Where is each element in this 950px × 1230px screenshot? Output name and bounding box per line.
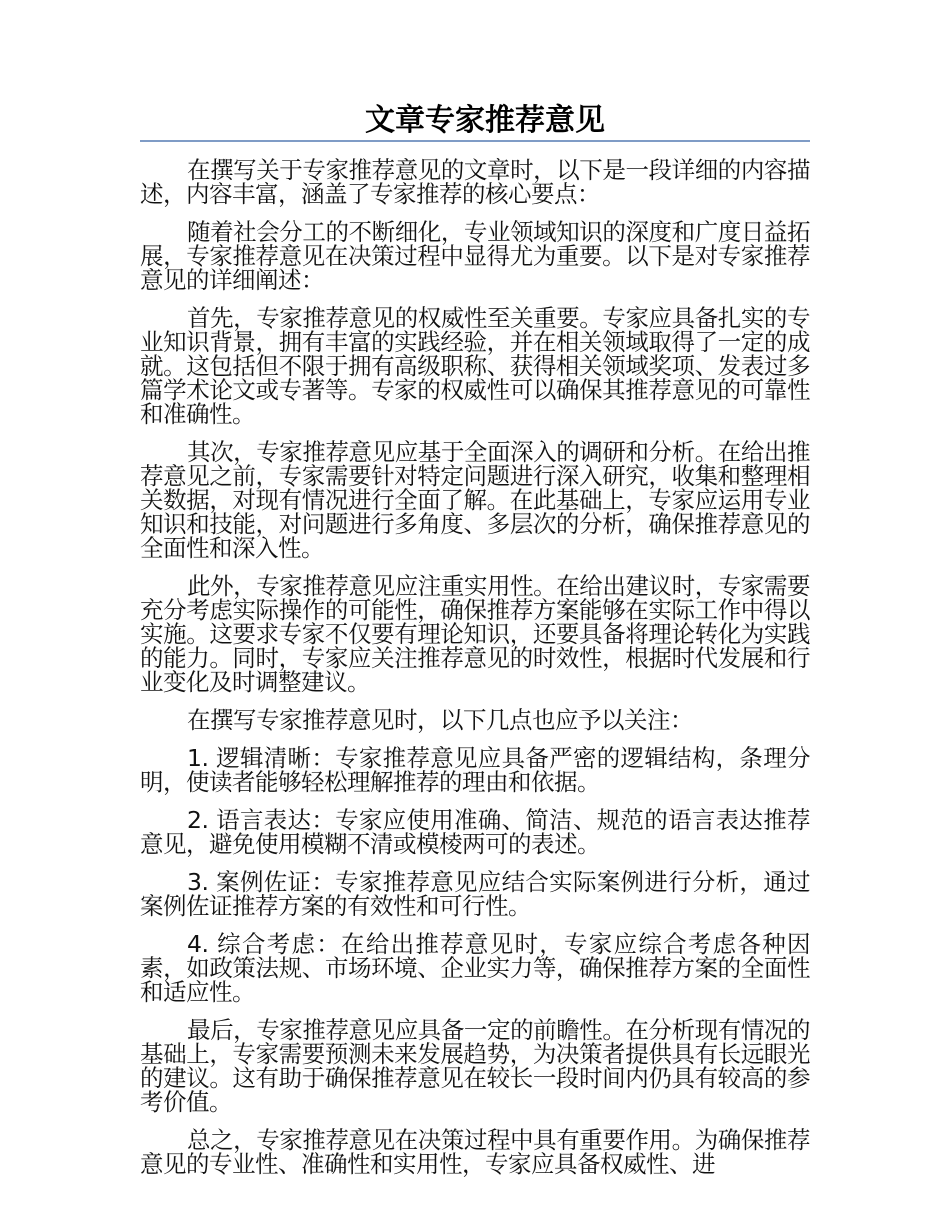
list-item-language: 2. 语言表达：专家应使用准确、简洁、规范的语言表达推荐意见，避免使用模糊不清或模棱两可的表述。 (140, 806, 810, 858)
paragraph-practicality: 此外，专家推荐意见应注重实用性。在给出建议时，专家需要充分考虑实际操作的可能性，确保推荐方案能够在实际工作中得以实施。这要求专家不仅要有理论知识，还要具备将理论转化为实践的能力。同时，专家应关注推荐意见的时效性，根据时代发展和行业变化及时调整建议。 (140, 572, 810, 696)
list-item-logic: 1. 逻辑清晰：专家推荐意见应具备严密的逻辑结构，条理分明，使读者能够轻松理解推荐的理由和依据。 (140, 744, 810, 796)
document-title: 文章专家推荐意见 (365, 103, 605, 138)
paragraph-background: 随着社会分工的不断细化，专业领域知识的深度和广度日益拓展，专家推荐意见在决策过程中显得尤为重要。以下是对专家推荐意见的详细阐述： (140, 218, 810, 294)
paragraph-intro: 在撰写关于专家推荐意见的文章时，以下是一段详细的内容描述，内容丰富，涵盖了专家推荐的核心要点： (140, 156, 810, 208)
document-body (140, 158, 810, 1190)
list-item-comprehensive: 4. 综合考虑：在给出推荐意见时，专家应综合考虑各种因素，如政策法规、市场环境、企业实力等，确保推荐方案的全面性和适应性。 (140, 930, 810, 1006)
paragraph-research: 其次，专家推荐意见应基于全面深入的调研和分析。在给出推荐意见之前，专家需要针对特定问题进行深入研究，收集和整理相关数据，对现有情况进行全面了解。在此基础上，专家应运用专业知识和技能，对问题进行多角度、多层次的分析，确保推荐意见的全面性和深入性。 (140, 438, 810, 562)
paragraph-foresight: 最后，专家推荐意见应具备一定的前瞻性。在分析现有情况的基础上，专家需要预测未来发展趋势，为决策者提供具有长远眼光的建议。这有助于确保推荐意见在较长一段时间内仍具有较高的参考价值。 (140, 1016, 810, 1116)
title-block (140, 104, 810, 142)
paragraph-attention: 在撰写专家推荐意见时，以下几点也应予以关注： (187, 706, 693, 734)
list-item-cases: 3. 案例佐证：专家推荐意见应结合实际案例进行分析，通过案例佐证推荐方案的有效性和可行性。 (140, 868, 810, 920)
paragraph-authority: 首先，专家推荐意见的权威性至关重要。专家应具备扎实的专业知识背景，拥有丰富的实践经验，并在相关领域取得了一定的成就。这包括但不限于拥有高级职称、获得相关领域奖项、发表过多篇学术论文或专著等。专家的权威性可以确保其推荐意见的可靠性和准确性。 (140, 304, 810, 428)
paragraph-conclusion: 总之，专家推荐意见在决策过程中具有重要作用。为确保推荐意见的专业性、准确性和实用性，专家应具备权威性、进 (140, 1126, 810, 1178)
